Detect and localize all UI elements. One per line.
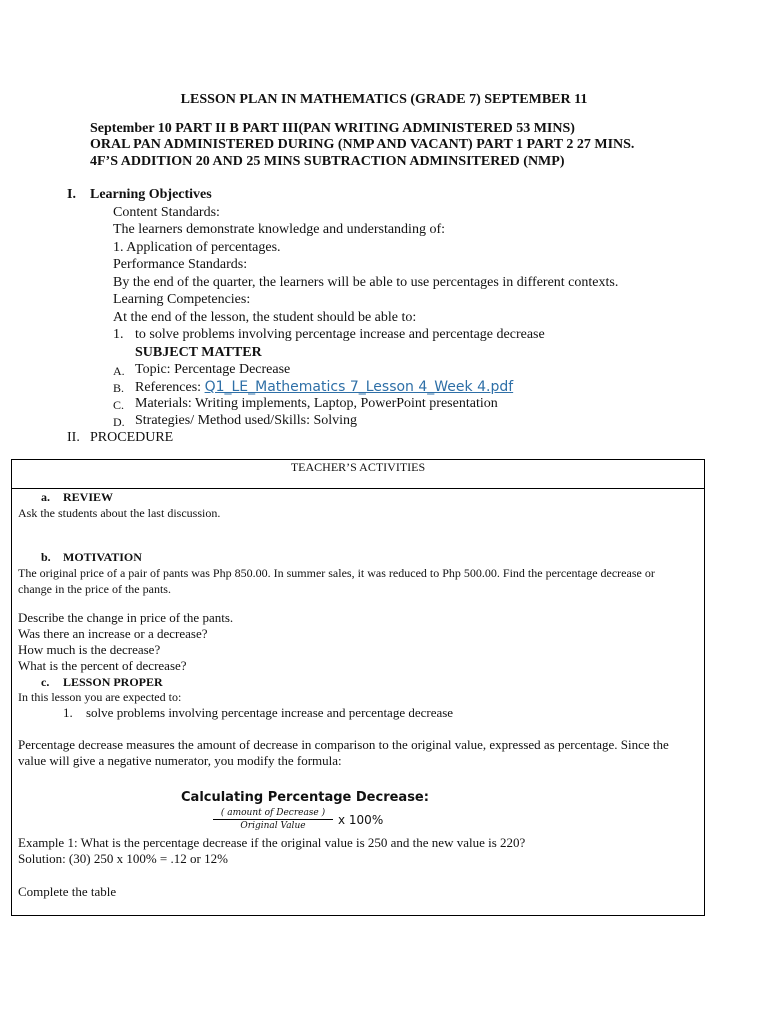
strategies-text: Strategies/ Method used/Skills: Solving bbox=[135, 413, 358, 428]
subject-matter-heading: SUBJECT MATTER bbox=[135, 345, 262, 360]
motivation-heading: MOTIVATION bbox=[63, 550, 142, 564]
section-2-heading: PROCEDURE bbox=[90, 430, 174, 445]
content-standards-item: 1. Application of percentages. bbox=[113, 240, 281, 255]
formula-fraction bbox=[213, 808, 333, 831]
motivation-question-1: Describe the change in price of the pants. bbox=[18, 610, 234, 625]
section-1-marker: I. bbox=[67, 187, 76, 202]
formula-multiplier: x 100% bbox=[338, 813, 384, 827]
motivation-question-2: Was there an increase or a decrease? bbox=[18, 626, 208, 641]
header-line-1: September 10 PART II B PART III(PAN WRITING ADMINISTERED 53 MINS) bbox=[90, 121, 575, 136]
competency-text: to solve problems involving percentage increase and percentage decrease bbox=[135, 327, 545, 342]
content-standards-label: Content Standards: bbox=[113, 205, 220, 220]
example-1-text: Example 1: What is the percentage decrease if the original value is 250 and the new value is 220? bbox=[18, 835, 526, 850]
table-header-text: TEACHER’S ACTIVITIES bbox=[290, 460, 426, 474]
topic-text: Topic: Percentage Decrease bbox=[135, 362, 291, 377]
motivation-text: The original price of a pair of pants was Php 850.00. In summer sales, it was reduced to Php 500.00. Find the percentage decrease or change in the price of the pants. bbox=[18, 566, 655, 596]
motivation-question-3: How much is the decrease? bbox=[18, 642, 161, 657]
learning-competencies-text: At the end of the lesson, the student should be able to: bbox=[113, 310, 417, 325]
lesson-heading: LESSON PROPER bbox=[63, 675, 163, 689]
motivation-marker: b. bbox=[41, 550, 51, 564]
item-d-marker: D. bbox=[113, 415, 125, 429]
header-line-3: 4F’S ADDITION 20 AND 25 MINS SUBTRACTION ADMINSITERED (NMP) bbox=[90, 154, 565, 169]
item-c-marker: C. bbox=[113, 398, 125, 412]
materials-text: Materials: Writing implements, Laptop, PowerPoint presentation bbox=[135, 396, 498, 411]
solution-text: Solution: (30) 250 x 100% = .12 or 12% bbox=[18, 851, 228, 866]
learning-competencies-label: Learning Competencies: bbox=[113, 292, 251, 307]
formula-title: Calculating Percentage Decrease: bbox=[181, 790, 429, 805]
lesson-intro: In this lesson you are expected to: bbox=[18, 690, 182, 704]
motivation-question-4: What is the percent of decrease? bbox=[18, 658, 187, 673]
header-line-2: ORAL PAN ADMINISTERED DURING (NMP AND VACANT) PART 1 PART 2 27 MINS. bbox=[90, 137, 635, 152]
section-1-heading: Learning Objectives bbox=[90, 187, 212, 202]
table-header-cell bbox=[12, 460, 704, 489]
lesson-objective-marker: 1. bbox=[63, 705, 73, 720]
content-standards-text: The learners demonstrate knowledge and understanding of: bbox=[113, 222, 446, 237]
lesson-marker: c. bbox=[41, 675, 50, 689]
review-heading: REVIEW bbox=[63, 490, 114, 504]
performance-standards-text: By the end of the quarter, the learners will be able to use percentages in different contexts. bbox=[113, 275, 619, 290]
lesson-objective: solve problems involving percentage increase and percentage decrease bbox=[86, 705, 454, 720]
complete-table-text: Complete the table bbox=[18, 884, 117, 899]
review-text: Ask the students about the last discussion. bbox=[18, 506, 221, 520]
formula-denominator: Original Value bbox=[240, 821, 306, 831]
teachers-activities-table bbox=[11, 459, 705, 916]
references-item bbox=[135, 379, 513, 396]
references-label: References: bbox=[135, 380, 205, 395]
item-b-marker: B. bbox=[113, 381, 125, 395]
formula-numerator: ( amount of Decrease ) bbox=[213, 808, 333, 820]
document-title: LESSON PLAN IN MATHEMATICS (GRADE 7) SEPTEMBER 11 bbox=[180, 92, 588, 107]
reference-link[interactable]: Q1_LE_Mathematics 7_Lesson 4_Week 4.pdf bbox=[204, 379, 514, 395]
performance-standards-label: Performance Standards: bbox=[113, 257, 248, 272]
item-a-marker: A. bbox=[113, 364, 125, 378]
lesson-paragraph: Percentage decrease measures the amount of decrease in comparison to the original value, expressed as percentage. Since the value will give a negative numerator, you modify the formula: bbox=[18, 737, 669, 768]
review-marker: a. bbox=[41, 490, 50, 504]
percentage-decrease-formula bbox=[181, 790, 429, 831]
section-2-marker: II. bbox=[67, 430, 80, 445]
competency-marker: 1. bbox=[113, 327, 124, 342]
